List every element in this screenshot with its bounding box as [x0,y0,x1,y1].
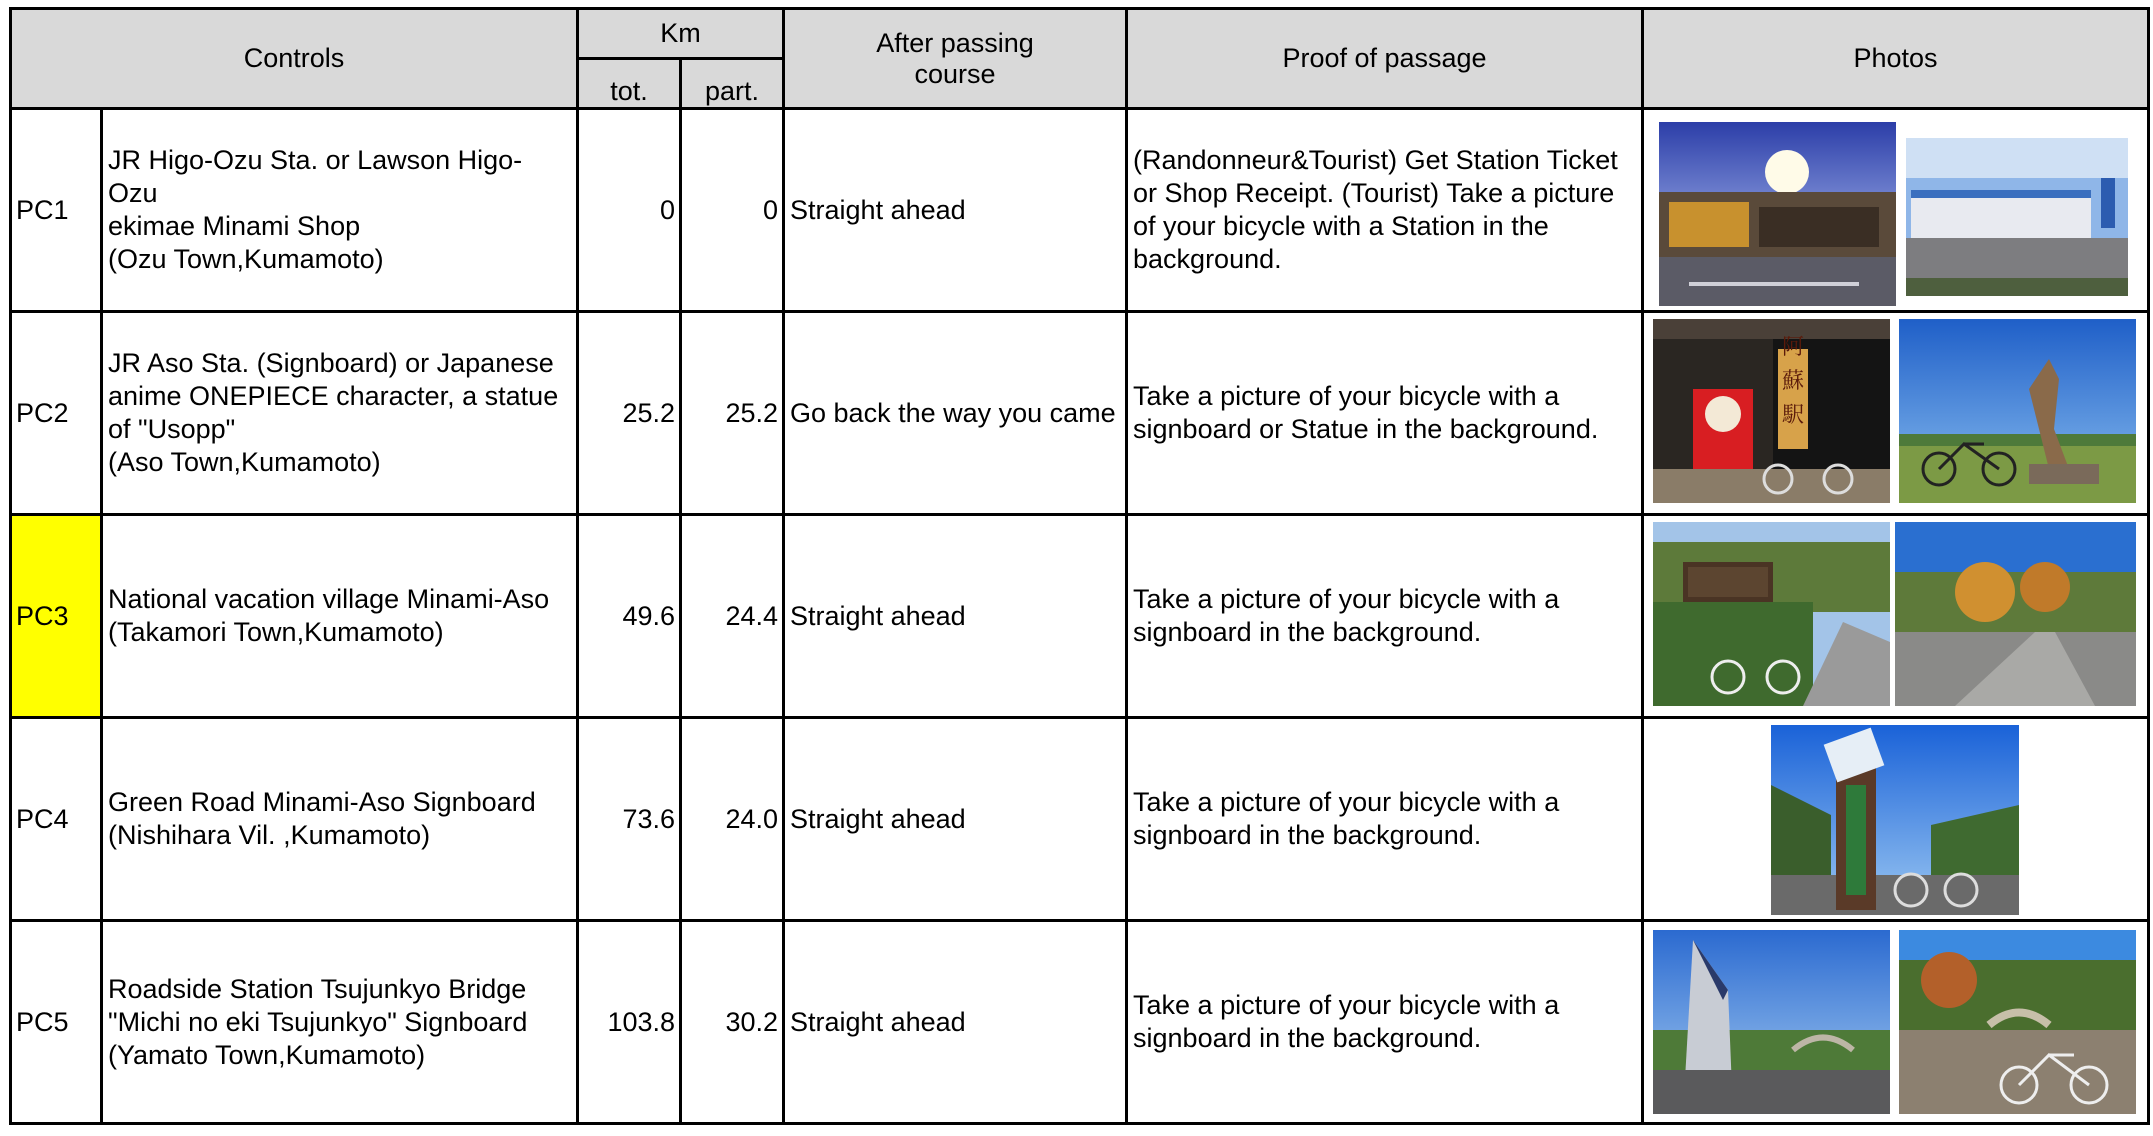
header-tot: tot. [578,59,681,109]
control-name-line: (Yamato Town,Kumamoto) [108,1039,426,1070]
proof-line: signboard or Statue in the background. [1133,414,1599,444]
vacation-village-sign-photo [1653,522,1890,706]
control-name [102,515,578,718]
proof-line: Take a picture of your bicycle with a [1133,787,1560,817]
proof-of-passage [1127,718,1643,921]
pc-label: PC1 [11,109,102,312]
proof-line: Take a picture of your bicycle with a [1133,381,1560,411]
header-proof: Proof of passage [1127,9,1643,109]
km-total: 73.6 [578,718,681,921]
pc-label: PC2 [11,312,102,515]
table-row [11,515,2149,718]
table-row [11,921,2149,1124]
control-name [102,109,578,312]
control-name-line: (Nishihara Vil. ,Kumamoto) [108,820,431,850]
pc-label: PC5 [11,921,102,1124]
proof-line: Take a picture of your bicycle with a [1133,990,1560,1020]
control-name-line: (Aso Town,Kumamoto) [108,447,381,477]
proof-line: (Randonneur&Tourist) Get Station Ticket [1133,145,1618,175]
proof-line: background. [1133,244,1282,274]
header-after-line2: course [914,58,996,89]
aso-station-signboard-photo [1653,319,1890,503]
tsujunkyo-bridge-bicycle-photo [1899,930,2136,1114]
after-passing-course: Straight ahead [784,109,1127,312]
photos-cell [1643,718,2149,921]
control-name [102,312,578,515]
control-name-line: ekimae Minami Shop [108,211,361,241]
photos-cell [1643,109,2149,312]
control-name-line: anime ONEPIECE character, a statue [108,381,559,411]
control-table [9,7,2150,1125]
proof-line: of your bicycle with a Station in the [1133,211,1549,241]
control-name-line: Roadside Station Tsujunkyo Bridge [108,973,527,1004]
aso-station-sign-text: 阿蘇駅 [1782,335,1805,428]
km-total: 49.6 [578,515,681,718]
photos-cell [1643,921,2149,1124]
pc-label: PC4 [11,718,102,921]
control-name [102,921,578,1124]
proof-line: signboard in the background. [1133,617,1482,647]
km-part: 30.2 [681,921,784,1124]
convenience-store-photo [1906,138,2128,296]
km-total: 103.8 [578,921,681,1124]
pc-label: PC3 [11,515,102,718]
control-name-line: JR Aso Sta. (Signboard) or Japanese [108,348,554,378]
header-photos: Photos [1643,9,2149,109]
header-after-line1: After passing [876,27,1034,58]
header-after-passing [784,9,1127,109]
km-total: 0 [578,109,681,312]
header-controls: Controls [11,9,578,109]
km-part: 24.4 [681,515,784,718]
proof-line: or Shop Receipt. (Tourist) Take a picture [1133,178,1615,208]
table-row [11,109,2149,312]
control-name [102,718,578,921]
km-part: 24.0 [681,718,784,921]
proof-line: signboard in the background. [1133,1023,1482,1053]
proof-of-passage [1127,921,1643,1124]
control-name-line: (Takamori Town,Kumamoto) [108,617,444,647]
header-km: Km [578,9,784,59]
green-road-signboard-photo [1771,725,2019,915]
proof-of-passage [1127,109,1643,312]
km-part: 25.2 [681,312,784,515]
usopp-statue-photo [1899,319,2136,503]
after-passing-course: Straight ahead [784,921,1127,1124]
proof-line: Take a picture of your bicycle with a [1133,584,1560,614]
header-part: part. [681,59,784,109]
station-building-photo [1659,122,1896,306]
control-name-line: National vacation village Minami-Aso [108,584,550,614]
vacation-village-road-photo [1895,522,2136,706]
proof-of-passage [1127,515,1643,718]
table-row [11,312,2149,515]
tsujunkyo-monument-photo [1653,930,1890,1114]
control-name-line: (Ozu Town,Kumamoto) [108,244,384,274]
photos-cell [1643,312,2149,515]
control-name-line: JR Higo-Ozu Sta. or Lawson Higo-Ozu [108,145,523,208]
photos-cell [1643,515,2149,718]
table-row [11,718,2149,921]
control-name-line: "Michi no eki Tsujunkyo" Signboard [108,1006,528,1037]
proof-line: signboard in the background. [1133,820,1482,850]
control-name-line: of "Usopp" [108,414,236,444]
after-passing-course: Go back the way you came [784,312,1127,515]
after-passing-course: Straight ahead [784,718,1127,921]
proof-of-passage [1127,312,1643,515]
after-passing-course: Straight ahead [784,515,1127,718]
km-total: 25.2 [578,312,681,515]
control-name-line: Green Road Minami-Aso Signboard [108,787,536,817]
km-part: 0 [681,109,784,312]
